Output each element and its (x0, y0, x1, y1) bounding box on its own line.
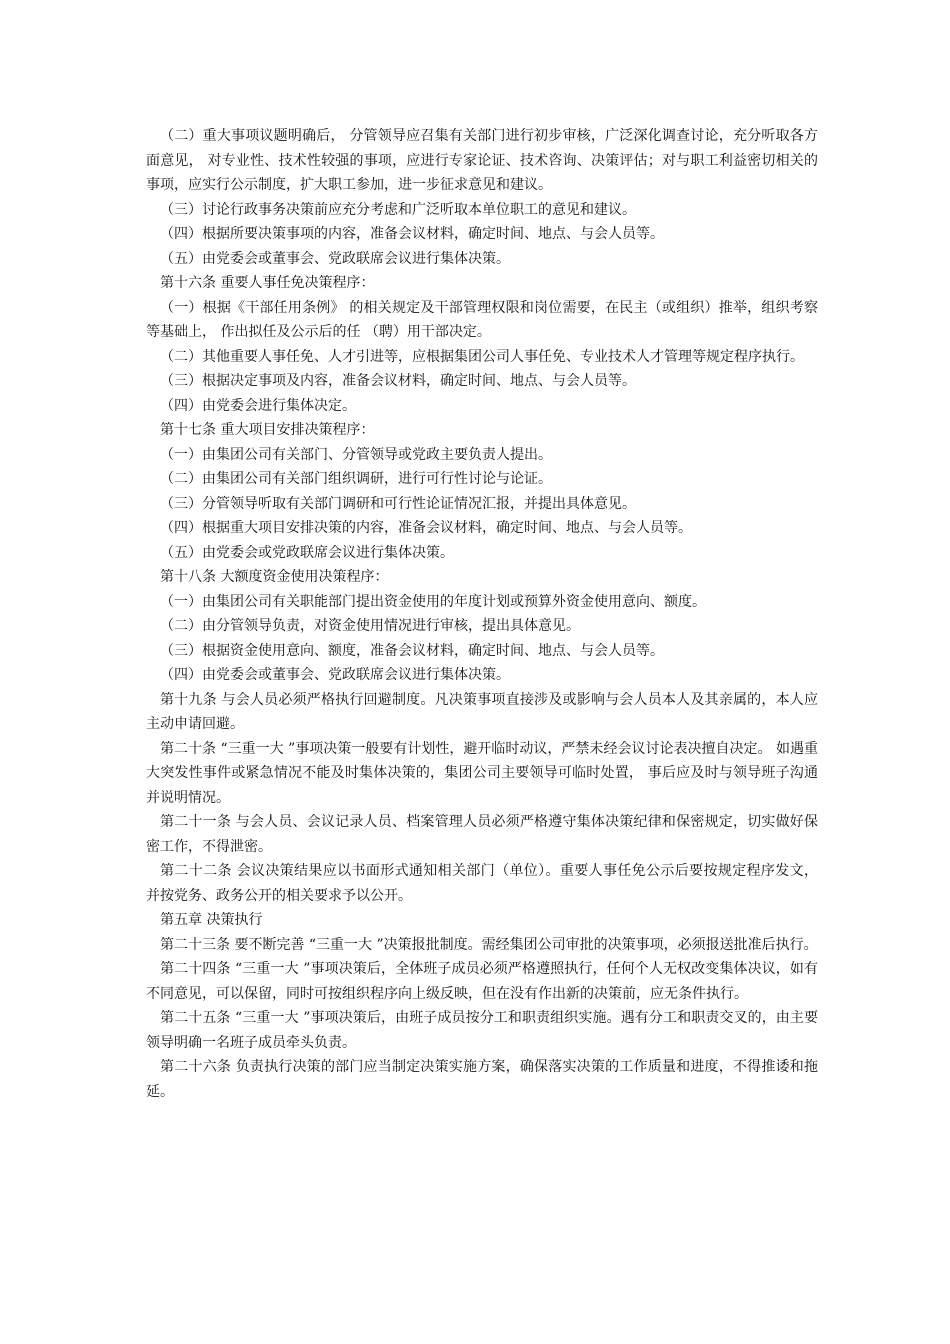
article-23: 第二十三条 要不断完善 “三重一大 ”决策报批制度。需经集团公司审批的决策事项，必须报送批准后执行。 (160, 936, 818, 953)
paragraph-12: （二）由集团公司有关部门组织调研，进行可行性讨论与论证。 (160, 471, 552, 487)
paragraph-1: （二）重大事项议题明确后， 分管领导应召集有关部门进行初步审核，广泛深化调查讨论，充分听取各方面意见， 对专业性、技术性较强的事项，应进行专家论证、技术咨询、决策评估；对与职工利益密切相关的事项，应实行公示制度，扩大职工参加，进一步征求意见和建议。 (146, 128, 818, 193)
paragraph-19: （三）根据资金使用意向、额度，准备会议材料，确定时间、地点、与会人员等。 (160, 642, 664, 659)
article-16-heading: 第十六条 重要人事任免决策程序： (160, 275, 375, 291)
paragraph-7: （二）其他重要人事任免、人才引进等，应根据集团公司人事任免、专业技术人才管理等规定程序执行。 (160, 348, 804, 365)
paragraph-3: （四）根据所要决策事项的内容，准备会议材料，确定时间、地点、与会人员等。 (160, 226, 664, 242)
article-17-heading: 第十七条 重大项目安排决策程序： (160, 422, 375, 438)
paragraph-18: （二）由分管领导负责，对资金使用情况进行审核，提出具体意见。 (160, 618, 580, 634)
paragraph-17: （一）由集团公司有关职能部门提出资金使用的年度计划或预算外资金使用意向、额度。 (160, 593, 706, 610)
paragraph-6: （一）根据《干部任用条例》 的相关规定及干部管理权限和岗位需要，在民主（或组织）推举，组织考察等基础上， 作出拟任及公示后的任 （聘）用干部决定。 (146, 299, 818, 340)
paragraph-13: （三）分管领导听取有关部门调研和可行性论证情况汇报，并提出具体意见。 (160, 495, 636, 512)
paragraph-20: （四）由党委会或董事会、党政联席会议进行集体决策。 (160, 667, 510, 683)
paragraph-2: （三）讨论行政事务决策前应充分考虑和广泛听取本单位职工的意见和建议。 (160, 201, 636, 218)
paragraph-9: （四）由党委会进行集体决定。 (160, 397, 356, 414)
article-26: 第二十六条 负责执行决策的部门应当制定决策实施方案，确保落实决策的工作质量和进度，不得推诿和拖延。 (146, 1059, 818, 1100)
article-18-heading: 第十八条 大额度资金使用决策程序： (160, 569, 389, 585)
document-body (146, 124, 818, 1104)
paragraph-8: （三）根据决定事项及内容，准备会议材料，确定时间、地点、与会人员等。 (160, 373, 636, 389)
article-24: 第二十四条 “三重一大 ”事项决策后，全体班子成员必须严格遵照执行，任何个人无权改变集体决议，如有不同意见，可以保留，同时可按组织程序向上级反映，但在没有作出新的决策前，应无条件执行。 (146, 961, 818, 1002)
paragraph-14: （四）根据重大项目安排决策的内容，准备会议材料，确定时间、地点、与会人员等。 (160, 520, 692, 536)
paragraph-4: （五）由党委会或董事会、党政联席会议进行集体决策。 (160, 250, 510, 267)
article-21: 第二十一条 与会人员、会议记录人员、档案管理人员必须严格遵守集体决策纪律和保密规定，切实做好保密工作，不得泄密。 (146, 814, 818, 855)
paragraph-11: （一）由集团公司有关部门、分管领导或党政主要负责人提出。 (160, 446, 552, 463)
chapter-5-heading: 第五章 决策执行 (160, 912, 263, 928)
article-22: 第二十二条 会议决策结果应以书面形式通知相关部门（单位）。重要人事任免公示后要按规定程序发文， 并按党务、政务公开的相关要求予以公开。 (146, 863, 818, 904)
article-20: 第二十条 “三重一大 ”事项决策一般要有计划性，避开临时动议，严禁未经会议讨论表决擅自决定。 如遇重大突发性事件或紧急情况不能及时集体决策的，集团公司主要领导可临时处置， 事后应及时与领导班子沟通并说明情况。 (146, 740, 818, 806)
article-25: 第二十五条 “三重一大 ”事项决策后，由班子成员按分工和职责组织实施。遇有分工和职责交叉的，由主要领导明确一名班子成员牵头负责。 (146, 1010, 818, 1051)
article-19: 第十九条 与会人员必须严格执行回避制度。凡决策事项直接涉及或影响与会人员本人及其亲属的，本人应主动申请回避。 (146, 691, 818, 732)
paragraph-15: （五）由党委会或党政联席会议进行集体决策。 (160, 544, 454, 561)
